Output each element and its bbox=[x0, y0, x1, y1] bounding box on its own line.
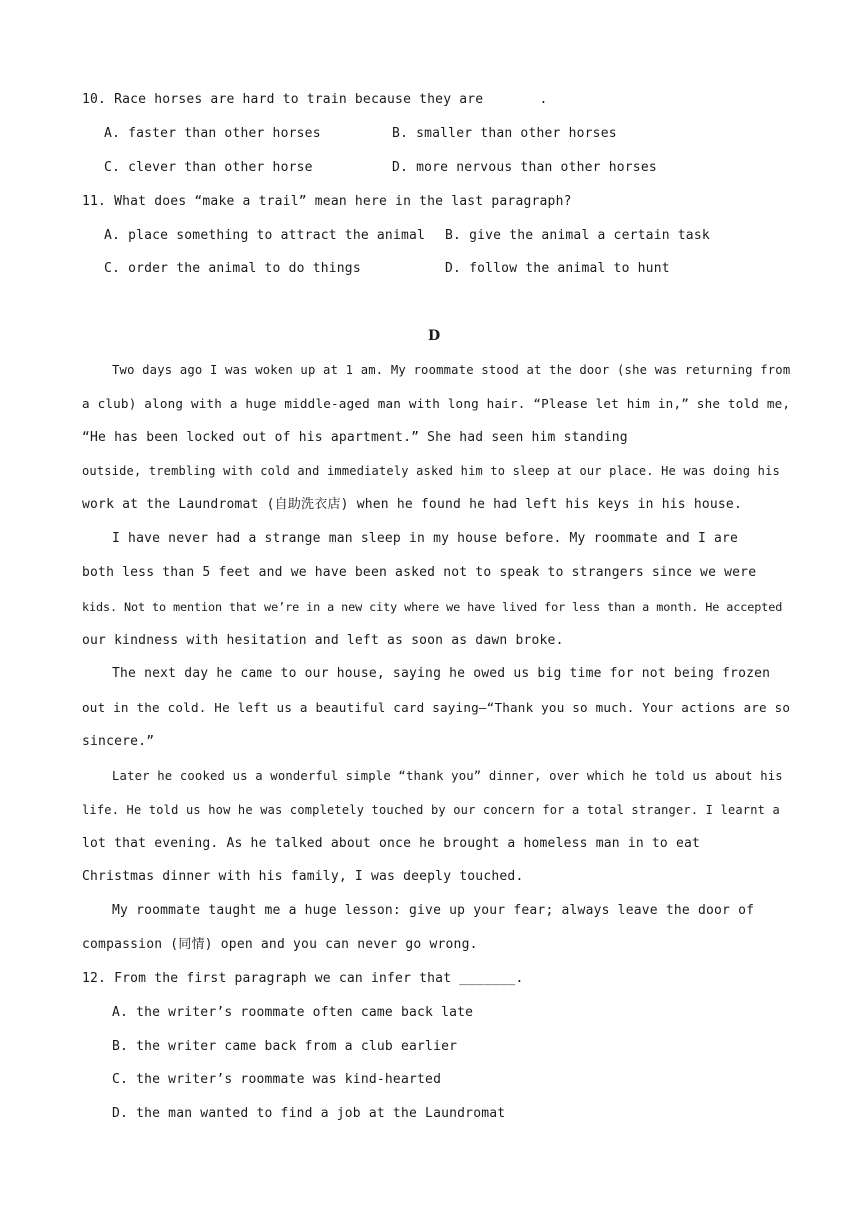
passage-line: kids. Not to mention that we’re in a new city where we have lived for less than a month. He accepted bbox=[82, 600, 783, 614]
passage-line: Later he cooked us a wonderful simple “thank you” dinner, over which he told us about his bbox=[112, 769, 783, 783]
q11-option-b: B. give the animal a certain task bbox=[445, 228, 710, 243]
passage-line: work at the Laundromat (自助洗衣店) when he found he had left his keys in his house. bbox=[82, 497, 742, 512]
q10-option-c: C. clever than other horse bbox=[104, 160, 313, 175]
q11-option-a: A. place something to attract the animal bbox=[104, 228, 426, 243]
q11-option-d: D. follow the animal to hunt bbox=[445, 261, 670, 276]
section-heading: D bbox=[428, 328, 441, 344]
q12-option-a: A. the writer’s roommate often came back late bbox=[112, 1005, 474, 1020]
passage-line: The next day he came to our house, saying he owed us big time for not being frozen bbox=[112, 666, 771, 681]
passage-line: Two days ago I was woken up at 1 am. My roommate stood at the door (she was returning from bbox=[112, 363, 791, 377]
q10-option-a: A. faster than other horses bbox=[104, 126, 321, 141]
passage-line: compassion (同情) open and you can never go wrong. bbox=[82, 937, 478, 952]
passage-line: life. He told us how he was completely touched by our concern for a total stranger. I learnt a bbox=[82, 803, 780, 817]
passage-line: I have never had a strange man sleep in my house before. My roommate and I are bbox=[112, 531, 739, 546]
passage-line: out in the cold. He left us a beautiful card saying—“Thank you so much. Your actions are so bbox=[82, 700, 791, 715]
q10-option-d: D. more nervous than other horses bbox=[392, 160, 657, 175]
q12-option-b: B. the writer came back from a club earlier bbox=[112, 1039, 458, 1054]
question-12: 12. From the first paragraph we can infer that _______. bbox=[82, 971, 524, 986]
passage-line: My roommate taught me a huge lesson: give up your fear; always leave the door of bbox=[112, 903, 755, 918]
question-10: 10. Race horses are hard to train because they are . bbox=[82, 92, 548, 107]
q12-option-d: D. the man wanted to find a job at the Laundromat bbox=[112, 1106, 506, 1121]
q11-option-c: C. order the animal to do things bbox=[104, 261, 361, 276]
question-11: 11. What does “make a trail” mean here in the last paragraph? bbox=[82, 194, 572, 209]
passage-line: a club) along with a huge middle-aged man with long hair. “Please let him in,” she told me, bbox=[82, 396, 791, 411]
passage-line: both less than 5 feet and we have been asked not to speak to strangers since we were bbox=[82, 565, 757, 580]
passage-line: sincere.” bbox=[82, 734, 155, 749]
q12-option-c: C. the writer’s roommate was kind-hearted bbox=[112, 1072, 442, 1087]
passage-line: lot that evening. As he talked about once he brought a homeless man in to eat bbox=[82, 836, 701, 851]
passage-line: “He has been locked out of his apartment.” She had seen him standing bbox=[82, 430, 628, 445]
q10-option-b: B. smaller than other horses bbox=[392, 126, 617, 141]
passage-line: outside, trembling with cold and immediately asked him to sleep at our place. He was doing his bbox=[82, 464, 780, 478]
passage-line: our kindness with hesitation and left as soon as dawn broke. bbox=[82, 633, 564, 648]
passage-line: Christmas dinner with his family, I was deeply touched. bbox=[82, 869, 524, 884]
